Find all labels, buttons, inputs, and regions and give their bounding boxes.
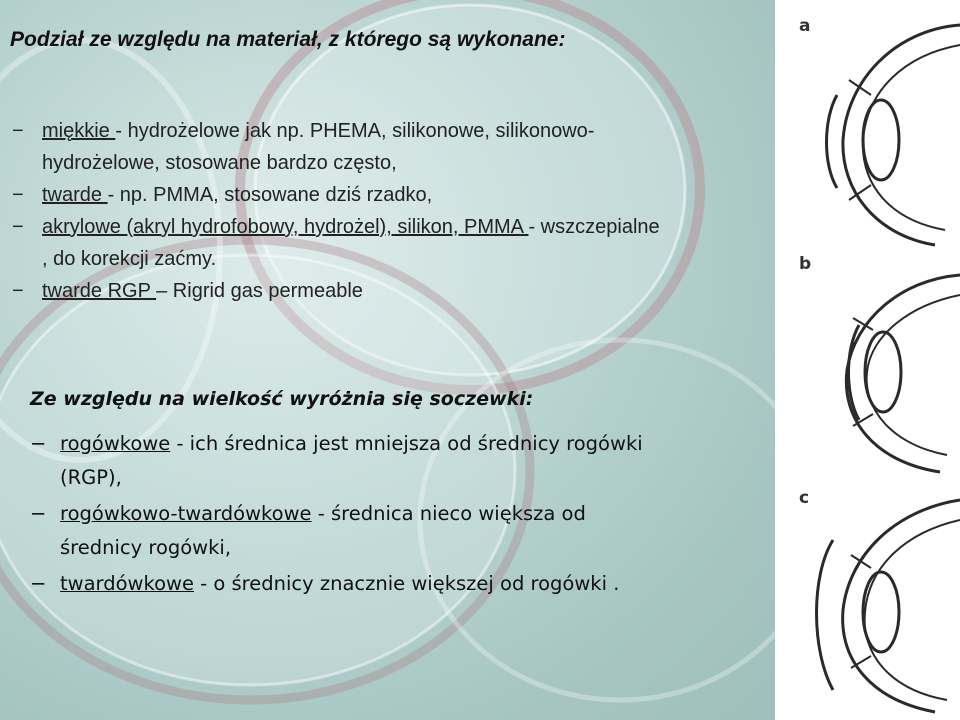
list-item — [30, 427, 650, 495]
list-item — [12, 179, 662, 211]
list-item — [12, 211, 662, 275]
term: rogówkowe — [60, 432, 171, 455]
bullet: − — [12, 120, 24, 142]
bullet: − — [12, 216, 24, 238]
eye-diagram-a — [827, 25, 960, 245]
term: twarde RGP — [42, 280, 157, 302]
eye-label-b: b — [799, 254, 812, 274]
list-item — [12, 115, 662, 179]
term: miękkie — [42, 120, 116, 142]
description: - wszczepialne , do korekcji zaćmy. — [42, 216, 660, 270]
size-list — [30, 427, 650, 601]
bullet: − — [30, 502, 47, 525]
eye-diagram-b — [846, 275, 960, 472]
description: - średnica nieco większa od średnicy rogówki, — [60, 502, 586, 559]
bullet: − — [30, 432, 47, 455]
description: - ich średnica jest mniejsza od średnicy rogówki (RGP), — [60, 432, 643, 489]
term: akrylowe (akryl hydrofobowy, hydrożel), silikon, PMMA — [42, 216, 529, 238]
description: - np. PMMA, stosowane dziś rzadko, — [107, 184, 433, 206]
eye-cross-section-diagrams — [775, 0, 960, 720]
bullet: − — [12, 280, 24, 302]
description: – Rigrid gas permeable — [156, 280, 363, 302]
bullet: − — [30, 572, 47, 595]
term: rogówkowo-twardówkowe — [60, 502, 312, 525]
description: - hydrożelowe jak np. PHEMA, silikonowe, silikonowo-hydrożelowe, stosowane bardzo często, — [42, 120, 595, 174]
eye-label-a: a — [799, 16, 811, 36]
eye-diagram-c — [817, 500, 960, 712]
description: - o średnicy znacznie większej od rogówki . — [193, 572, 620, 595]
term: twarde — [42, 184, 108, 206]
list-item — [12, 275, 662, 307]
list-item — [30, 567, 650, 601]
term: twardówkowe — [60, 572, 194, 595]
bullet: − — [12, 184, 24, 206]
size-heading: Ze względu na wielkość wyróżnia się soczewki: — [30, 388, 534, 410]
eye-diagram-panel — [775, 0, 960, 720]
list-item — [30, 497, 650, 565]
eye-label-c: c — [799, 488, 810, 508]
material-heading: Podział ze względu na materiał, z którego są wykonane: — [10, 28, 566, 51]
material-list — [12, 115, 662, 307]
